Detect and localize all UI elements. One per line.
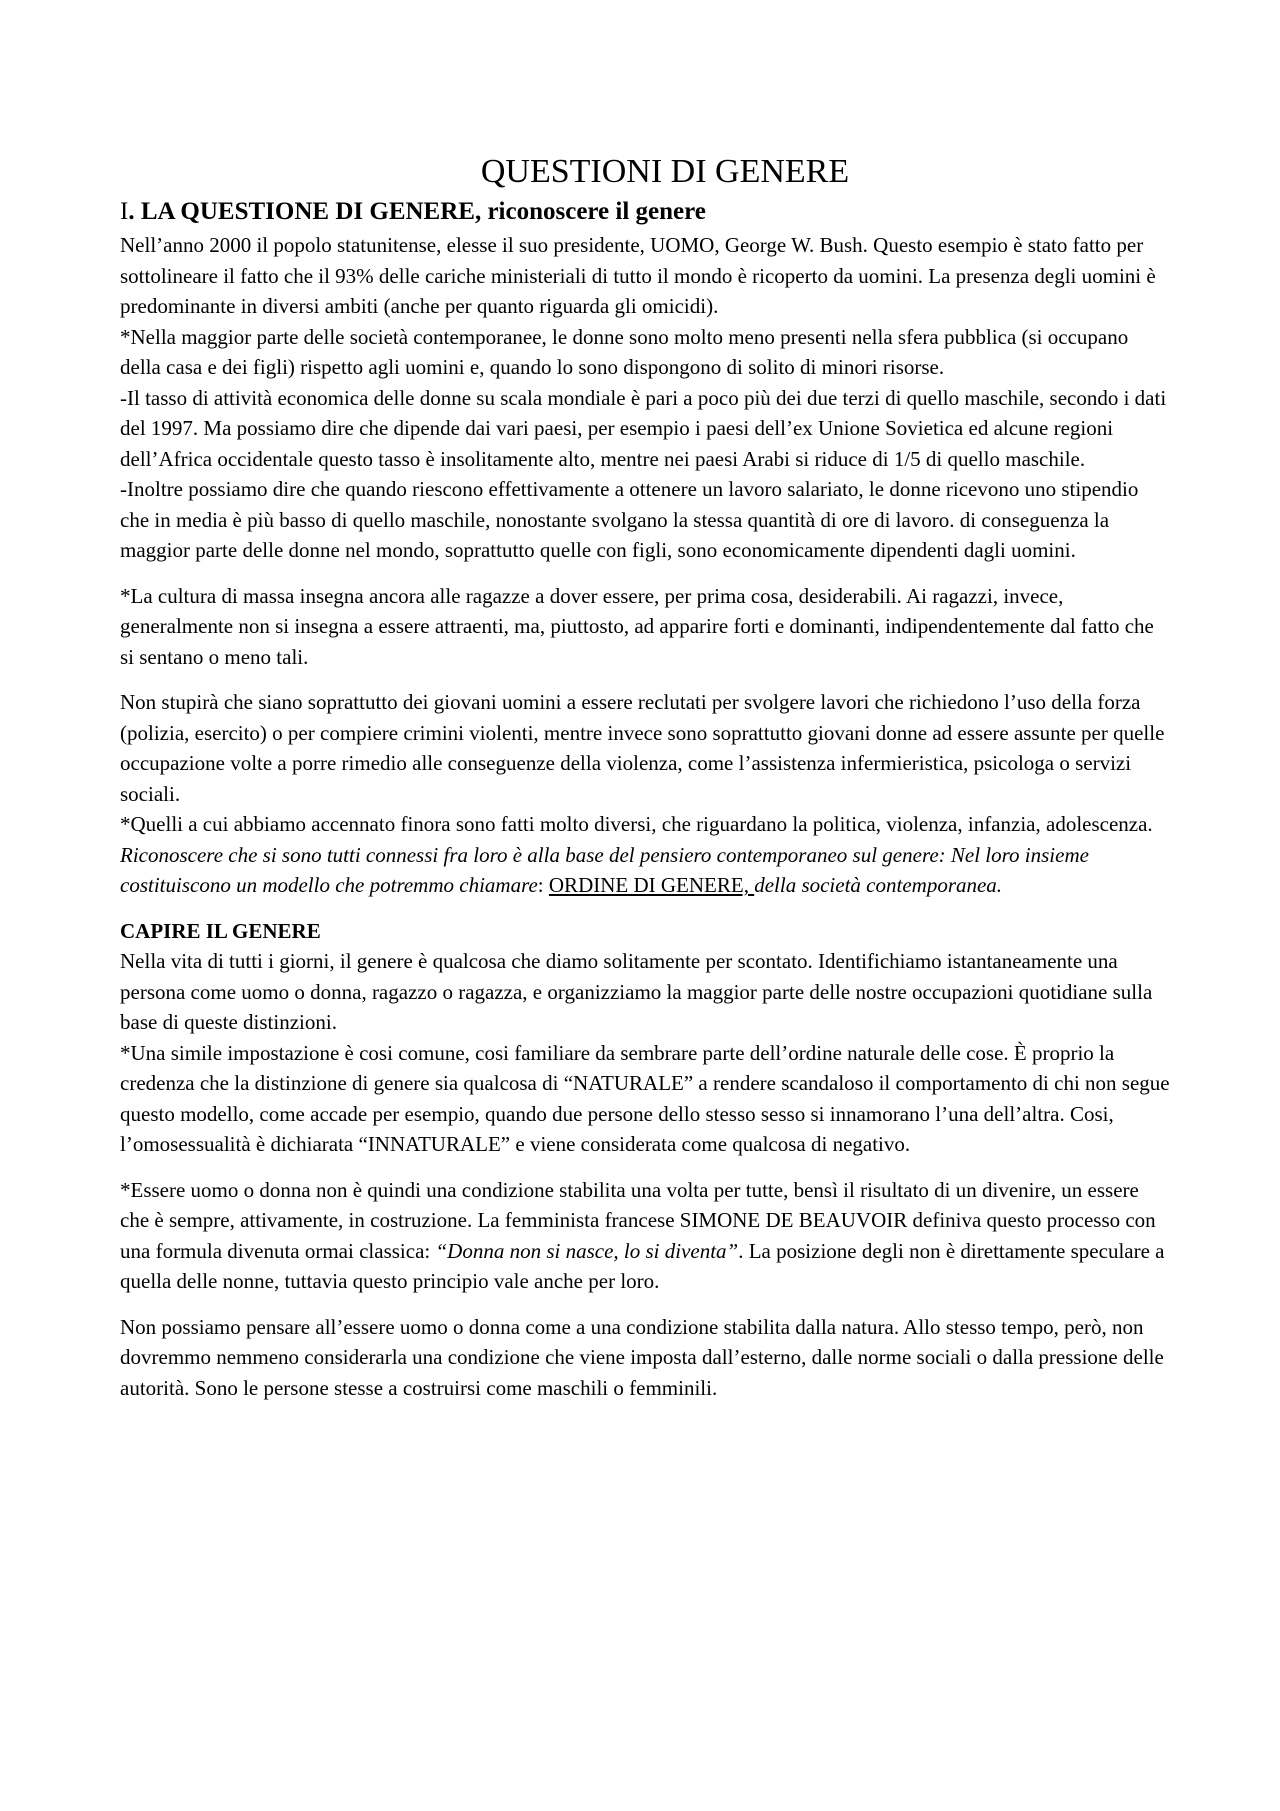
paragraph-10-text-end: . La posizione degli non è direttamente speculare a quella delle nonne, tuttavia questo principio vale anche per loro. — [120, 1238, 1165, 1293]
paragraph-4: -Inoltre possiamo dire che quando riescono effettivamente a ottenere un lavoro salariato, le donne ricevono uno stipendio che in media è più basso di quello maschile, nonostante svolgano la stessa quantità di ore di lavoro. di conseguenza la maggior parte delle donne nel mondo, soprattutto quelle con figli, sono economicamente dipendenti dagli uomini. — [120, 477, 1139, 562]
paragraph-10-text: *Essere uomo o donna non è quindi una condizione stabilita una volta per tutte, bensì il risultato di un divenire, un essere che è sempre, attivamente, in costruzione. La femminista francese SIMONE DE BEAUVOIR definiva questo processo con una formula divenuta ormai classica: — [120, 1177, 1156, 1263]
paragraph-7-italic: Riconoscere che si sono tutti connessi fra loro è alla base del pensiero contemporaneo sul genere: Nel loro insieme costituiscono un modello che potremmo chiamare — [120, 842, 1089, 897]
paragraph-7-colon: : — [537, 873, 549, 897]
section-number: I — [120, 198, 129, 225]
subheading: CAPIRE IL GENERE — [120, 918, 321, 943]
paragraph-7 — [120, 809, 1170, 901]
section-heading-text: . LA QUESTIONE DI GENERE, riconoscere il genere — [128, 198, 706, 225]
paragraph-2: *Nella maggior parte delle società contemporanee, le donne sono molto meno presenti nella sfera pubblica (si occupano della casa e dei figli) rispetto agli uomini e, quando lo sono dispongono di solito di minori risorse. — [120, 324, 1129, 379]
paragraph-10 — [120, 1175, 1170, 1297]
paragraph-7-italic-end: della società contemporanea. — [754, 873, 1003, 897]
paragraph-6: Non stupirà che siano soprattutto dei giovani uomini a essere reclutati per svolgere lavori che richiedono l’uso della forza (polizia, esercito) o per compiere crimini violenti, mentre invece sono soprattutto giovani donne ad essere assunte per quelle occupazione volte a porre rimedio alle conseguenze della violenza, come l’assistenza infermieristica, psicologa o servizi sociali. — [120, 690, 1165, 806]
paragraph-7-text: *Quelli a cui abbiamo accennato finora sono fatti molto diversi, che riguardano la politica, violenza, infanzia, adolescenza. — [120, 812, 1153, 836]
page-title: QUESTIONI DI GENERE — [480, 153, 850, 190]
paragraph-3: -Il tasso di attività economica delle donne su scala mondiale è pari a poco più dei due terzi di quello maschile, secondo i dati del 1997. Ma possiamo dire che dipende dai vari paesi, per esempio i paesi dell’ex Unione Sovietica ed alcune regioni dell’Africa occidentale questo tasso è insolitamente alto, mentre nei paesi Arabi si riduce di 1/5 di quello maschile. — [120, 385, 1167, 471]
paragraph-1: Nell’anno 2000 il popolo statunitense, elesse il suo presidente, UOMO, George W. Bush. Questo esempio è stato fatto per sottolineare il fatto che il 93% delle cariche ministeriali di tutto il mondo è ricoperto da uomini. La presenza degli uomini è predominante in diversi ambiti (anche per quanto riguarda gli omicidi). — [120, 233, 1156, 318]
paragraph-9: *Una simile impostazione è cosi comune, cosi familiare da sembrare parte dell’ordine naturale delle cose. È proprio la credenza che la distinzione di genere sia qualcosa di “NATURALE” a rendere scandaloso il comportamento di chi non segue questo modello, come accade per esempio, quando due persone dello stesso sesso si innamorano l’una dell’altra. Cosi, l’omosessualità è dichiarata “INNATURALE” e viene considerata come qualcosa di negativo. — [120, 1040, 1170, 1156]
section-heading — [120, 196, 1170, 228]
paragraph-8: Nella vita di tutti i giorni, il genere è qualcosa che diamo solitamente per scontato. Identifichiamo istantaneamente una persona come uomo o donna, ragazzo o ragazza, e organizziamo la maggior parte delle nostre occupazioni quotidiane sulla base di queste distinzioni. — [120, 949, 1153, 1034]
beauvoir-quote: “Donna non si nasce, lo si diventa” — [435, 1238, 739, 1263]
ordine-di-genere-term: ORDINE DI GENERE, — [548, 873, 755, 897]
paragraph-11: Non possiamo pensare all’essere uomo o donna come a una condizione stabilita dalla natura. Allo stesso tempo, però, non dovremmo nemmeno considerarla una condizione che viene imposta dall’esterno, dalle norme sociali o dalla pressione delle autorità. Sono le persone stesse a costruirsi come maschili o femminili. — [120, 1314, 1164, 1400]
paragraph-5: *La cultura di massa insegna ancora alle ragazze a dover essere, per prima cosa, desiderabili. Ai ragazzi, invece, generalmente non si insegna a essere attraenti, ma, piuttosto, ad apparire forti e dominanti, indipendentemente dal fatto che si sentano o meno tali. — [120, 583, 1154, 669]
document-body — [120, 150, 1170, 1403]
